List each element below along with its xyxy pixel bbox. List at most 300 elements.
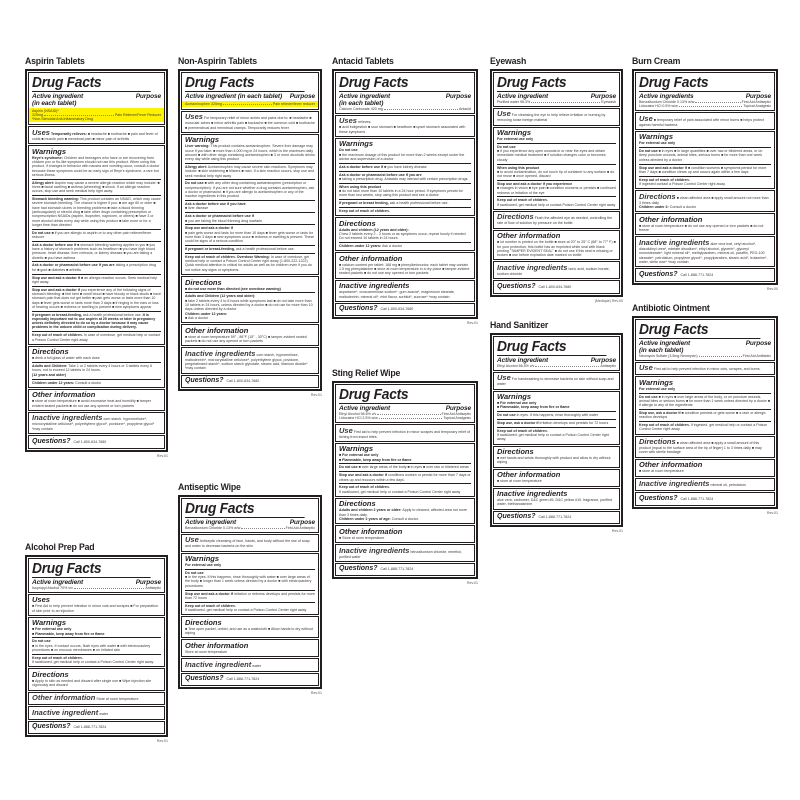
sec xyxy=(335,252,475,278)
t xyxy=(185,292,315,320)
sec xyxy=(181,658,319,672)
antibiotic-stop-h-text: Stop use, ask a doctor if xyxy=(639,410,681,415)
antiseptic-questions-text: Call 1-888-771-7824 xyxy=(226,677,260,682)
antacid-dir2-t-text: Ask a doctor xyxy=(381,244,402,249)
antibiotic-other-text: ■ store at room temperature xyxy=(639,469,684,474)
t xyxy=(185,253,315,272)
antacid-keep-h-text: Keep out of reach of children. xyxy=(339,208,390,213)
common-other-information-text: Other information xyxy=(32,390,96,400)
aspirin-other-text: ■ store at room temperature ■ avoid excessive heat and humidity ■ tamper evident sealed packets ■ do not use any opened or torn packets xyxy=(32,399,151,408)
t xyxy=(185,602,315,613)
common-drug-facts-text: Drug Facts xyxy=(497,339,606,356)
aspirin-dir2-b-text: (12 years and older) xyxy=(32,372,66,377)
row xyxy=(339,416,471,420)
sanitizer-questions-text: Call 1-888-771-7824 xyxy=(538,515,572,520)
nonaspirin-donot-h-text: Do not use xyxy=(185,181,204,186)
sec xyxy=(181,375,319,389)
nonaspirin-ask-t-text: ■ liver disease xyxy=(185,206,209,211)
t xyxy=(32,274,161,285)
sec xyxy=(635,492,775,506)
product-title: Aspirin Tablets xyxy=(25,56,85,67)
burn-keep-t-text: If ingested contact a Poison Control Center right away. xyxy=(639,181,726,186)
sting-title-text: Sting Relief Wipe xyxy=(332,368,401,379)
antacid-other-text: ■ calcium content per tablet: 168 mg ■ phenylketonurics: each tablet may contain 1.5 mg phenylalanine ■ store at room temperature in a dry place ■ tamper-evident sealed packets ■ do not use any opened or torn packets xyxy=(339,262,470,276)
sec xyxy=(28,692,165,706)
burn-stop-h-text: Stop use and ask a doctor if xyxy=(639,165,687,170)
t xyxy=(339,207,471,213)
antacid-ask-h-text: Ask a doctor before use if xyxy=(339,164,384,169)
t xyxy=(639,205,771,209)
nonaspirin-other-text: ■ store at room temperature 59° - 86°F (15° - 30°C) ■ tamper-evident sealed packets ■ do not use any opened or torn packets xyxy=(185,334,307,343)
sting-stop-t-text: conditions worsen or persist for more than 7 days or clears up and reoccurs within a few days. xyxy=(339,473,471,482)
antiseptic-donot-h-text: Do not use xyxy=(185,570,204,575)
label-non-aspirin-tablets xyxy=(178,56,322,397)
ai-head xyxy=(497,357,616,364)
common-questions-text: Questions? xyxy=(185,675,224,683)
common-directions-text: Directions xyxy=(639,191,676,201)
dots xyxy=(384,107,458,110)
nonaspirin-stop-h-text: Stop use and ask a doctor if xyxy=(185,226,233,231)
common-use-text: Use xyxy=(339,425,353,435)
t xyxy=(32,694,161,702)
common-directions-text: Directions xyxy=(32,347,69,357)
common-other-information-text: Other information xyxy=(32,693,96,703)
common-questions-text: Questions? xyxy=(339,565,378,573)
common-directions-text: Directions xyxy=(339,499,376,509)
common-directions-text: Directions xyxy=(339,218,376,228)
nonaspirin-rev-text: Rev.01 xyxy=(310,393,322,398)
common-drug-facts-text: Drug Facts xyxy=(639,75,760,92)
sec xyxy=(335,72,475,114)
sec xyxy=(335,217,475,251)
t xyxy=(32,637,161,652)
warnings-heading: Warnings xyxy=(32,146,67,156)
antacid-questions-text: Call 1-800-634-7680 xyxy=(380,307,414,312)
antacid-donot-h-text: Do not use xyxy=(339,148,358,153)
sec xyxy=(181,134,319,275)
nonaspirin-liver-h-text: Liver warning: xyxy=(185,144,210,149)
drug-facts-panel xyxy=(25,555,168,737)
sec xyxy=(635,190,775,212)
antacid-title-text: Antacid Tablets xyxy=(332,56,394,67)
sanitizer-keep-h-text: Keep out of reach of children. xyxy=(497,428,548,433)
drug-facts-panel xyxy=(25,69,168,452)
antibiotic-stop-t-text: ■ condition persists or gets worse ■ a rash or allergic reaction develops xyxy=(639,410,766,420)
sec xyxy=(635,362,775,376)
ai-head xyxy=(639,340,771,354)
aspirin-ask-h-text: Ask a doctor before use if xyxy=(32,242,77,247)
t xyxy=(185,212,315,223)
common-purpose-text: Purpose xyxy=(445,404,471,412)
nonaspirin-stop-t-text: ■ pain gets worse and lasts for more than 10 days ■ fever gets worse or lasts for more than 3 days ■ new symptoms occur ■ redness or swelling is present. These could be signs of a serious condition xyxy=(185,230,315,244)
sting-w1-text: ■ For external use only xyxy=(339,453,379,458)
t xyxy=(32,379,161,385)
t xyxy=(339,471,471,482)
burn-keep-h-text: Keep out of reach of children. xyxy=(639,177,690,182)
antacid-uses-text: ■ acid indigestion ■ sour stomach ■ heartburn ■ upset stomach associated with these symptoms xyxy=(339,125,466,134)
nonaspirin-keep-h-text: Keep out of reach of children. Overdose Warning: xyxy=(185,254,270,259)
common-warnings-text: Warnings xyxy=(185,554,220,564)
sec xyxy=(181,324,319,346)
t xyxy=(185,590,315,601)
dots xyxy=(531,100,600,103)
common-other-information-text: Other information xyxy=(639,214,703,224)
sec xyxy=(493,72,620,107)
aspirin-donot-t-text: ■ if you are allergic to aspirin or to any other pain reliever/fever reducer xyxy=(32,230,152,239)
row xyxy=(639,104,771,108)
t xyxy=(185,144,315,161)
aspirin-dir3-h-text: Children under 12 years: xyxy=(32,380,75,385)
eyewash-ingredient-text: Purified water 98.3% xyxy=(497,99,531,104)
sting-keep-t-text: If swallowed, get medical help or contact a Poison Control Center right away xyxy=(339,489,461,494)
burn-dir2-t-text: Consult a doctor xyxy=(669,205,696,210)
sec xyxy=(493,469,620,487)
sec xyxy=(635,131,775,189)
sanitizer-w2-text: ■ Flammable, keep away from fire or flame xyxy=(497,405,570,410)
sec xyxy=(635,436,775,458)
t xyxy=(497,164,616,179)
t xyxy=(639,387,771,391)
alcohol-ingredient-text: Isopropyl Alcohol 70% v/v xyxy=(32,585,73,590)
common-warnings-text: Warnings xyxy=(339,139,374,149)
antiseptic-title-text: Antiseptic Wipe xyxy=(178,482,241,493)
common-questions-text: Questions? xyxy=(32,723,71,731)
aspirin-askp-h-text: Ask a doctor or pharmacist before use if you are xyxy=(32,263,115,268)
common-inactive-ingredients-text: Inactive ingredients xyxy=(497,489,568,499)
facts xyxy=(332,69,478,319)
common-drug-facts-text: Drug Facts xyxy=(32,561,151,578)
antacid-dir2-h-text: Children under 12 years: xyxy=(339,244,382,249)
q-line xyxy=(32,438,161,446)
aspirin-inactive-text: corn starch, hypromellose*, microcrystalline cellulose*, polyethylene glycol*, povidone*, propylene glycol* *may contain xyxy=(32,417,155,431)
burn-use-text: ■ temporary relief of pain associated with minor burns ■ helps protect against harmful bacteria xyxy=(639,117,764,127)
common-drug-facts-text: Drug Facts xyxy=(185,75,305,92)
eyewash-stop-t-text: ■ changes in vision ■ eye pain ■ condition worsens or persists ■ continued redness or irritation of the eye xyxy=(497,186,616,195)
antacid-donot-t-text: ■ the maximum dosage of this product for more than 2 weeks except under the advice and supervision of a doctor xyxy=(339,152,465,161)
nonaspirin-preg-t-text: ask a health professional before use. xyxy=(235,247,295,252)
common-purpose-text: Purpose xyxy=(745,92,771,100)
burn-stop-t-text: ■ condition worsens ■ symptoms persist for more than 7 days ■ condition clears up and occurs again within a few days xyxy=(639,165,767,174)
common-drug-facts-text: Drug Facts xyxy=(185,501,305,518)
common-directions-text: Directions xyxy=(185,277,222,287)
sec xyxy=(493,108,620,126)
alcohol-donot-t-text: ■ in the eyes. If contact occurs, flush eyes with water ■ with electrocautery procedures ■ on mucous membranes ■ on irritated skin xyxy=(32,643,151,653)
antacid-uses-lead-text: relieves: xyxy=(357,120,372,125)
nonaspirin-dir1-text: ■ do not use more than directed (see overdose warning) xyxy=(185,286,281,291)
t xyxy=(32,286,161,309)
ingredient-purpose: Pain Reliever/Fever Reducer xyxy=(114,112,161,117)
active-ingredient-section xyxy=(28,72,165,125)
purpose-heading: Purpose xyxy=(135,92,161,100)
sting-other-text: ■ Store at room temperature xyxy=(339,535,385,540)
t xyxy=(639,438,771,455)
t xyxy=(32,654,161,665)
antiseptic-w1-text: For external use only xyxy=(185,563,222,568)
t xyxy=(639,164,771,175)
aspirin-preg-h-text: If pregnant or breast-feeding, xyxy=(32,312,82,317)
common-directions-text: Directions xyxy=(32,669,69,679)
burn-title-text: Burn Cream xyxy=(632,56,681,67)
common-drug-facts-text: Drug Facts xyxy=(497,75,606,92)
sting-ing2-purpose-text: Topical Analgesic xyxy=(443,415,471,420)
antiseptic-use-text: Antiseptic cleansing of face, hands, and body without the use of soap and water to decrease bacteria on the skin xyxy=(185,539,310,549)
sting-stop-h-text: Stop use and ask a doctor if xyxy=(339,473,387,478)
common-directions-text: Directions xyxy=(639,437,676,447)
t xyxy=(639,141,771,145)
common-other-information-text: Other information xyxy=(185,325,249,335)
label-burn-cream xyxy=(632,56,778,291)
sec xyxy=(493,280,620,294)
nonaspirin-dir3-h-text: Children under 12 years: xyxy=(185,311,228,316)
alcohol-ingredient-purpose-text: Antiseptic xyxy=(145,585,161,590)
t xyxy=(497,213,616,225)
row xyxy=(639,354,771,358)
t xyxy=(185,350,315,371)
aspirin-allergy-t-text: Aspirin may cause a severe allergic reaction which may include: ■ hives ■ facial swelling ■ asthma (wheezing) ■ shock. If an allergic reaction occurs, stop use and seek medical help right away. xyxy=(32,180,160,194)
eyewash-donot-h-text: Do not use xyxy=(497,144,516,149)
sec xyxy=(635,72,775,111)
sec xyxy=(493,488,620,510)
t xyxy=(32,261,161,272)
antiseptic-stop-h-text: Stop use and ask a doctor if xyxy=(185,591,233,596)
ai-head xyxy=(639,93,771,100)
eyewash-inactive-text: boric acid, sodium borate, sodium chloride xyxy=(497,266,610,276)
antibiotic-questions-text: Call 1-888-771-7824 xyxy=(680,496,714,501)
common-inactive-ingredient-text: Inactive ingredient xyxy=(32,707,99,717)
antiseptic-rev-text: Rev.01 xyxy=(310,691,322,696)
common-purpose-text: Purpose xyxy=(135,578,161,586)
sting-ing1-purpose-text: First Aid Antiseptic xyxy=(441,411,471,416)
t xyxy=(639,364,771,372)
element xyxy=(32,93,83,107)
burn-other-text: ■ store at room temperature ■ do not use any opened or torn packets ■ do not freeze xyxy=(639,223,764,233)
common-drug-facts-text: Drug Facts xyxy=(339,387,460,404)
t xyxy=(185,569,315,588)
antibiotic-use-text: First aid to help prevent infection in minor cuts, scrapes, and burns. xyxy=(653,367,761,372)
common-uses-text: Uses xyxy=(339,116,357,126)
t xyxy=(32,241,161,260)
nonaspirin-donot-t-text: ■ with any other drug containing acetaminophen (prescription or nonprescription). If you are not sure whether a drug contains acetaminophen, ask a doctor or pharmacist. ■ if you are allergic to acetaminophen or any of the inactive ingredients in this product xyxy=(185,181,315,199)
q-line xyxy=(32,723,161,731)
antiseptic-ingredient-purpose-text: First Aid Antiseptic xyxy=(285,525,315,530)
burn-donot-h-text: Do not use xyxy=(639,149,658,154)
aspirin-ingredient-line1-text: Aspirin (NSAID)* xyxy=(32,108,59,113)
common-purpose-text: Purpose xyxy=(289,92,315,100)
antacid-ai-sub-text: (in each tablet) xyxy=(339,99,384,107)
sec xyxy=(493,446,620,468)
aspirin-keep-t-text: In case of overdose, get medical help or contact a Poison Control Center right away. xyxy=(32,333,161,342)
sec xyxy=(181,616,319,638)
dots xyxy=(223,102,272,105)
common-other-information-text: Other information xyxy=(497,231,561,241)
antibiotic-ingredient-text: Neomycin Sulfate (3.5mg Neomycin) xyxy=(639,353,698,358)
antibiotic-ai-sub-text: (in each tablet) xyxy=(639,346,684,354)
sanitizer-donot-t-text: in eyes. If this happens, rinse thoroughly with water xyxy=(516,413,599,418)
t xyxy=(339,508,471,517)
sec xyxy=(493,391,620,445)
common-directions-text: Directions xyxy=(497,212,534,222)
sec xyxy=(493,372,620,390)
antiseptic-keep-t-text: If swallowed, get medical help or contact a Poison Control Center right away xyxy=(185,607,307,612)
sanitizer-ingredient-text: Ethyl Alcohol 66.5% v/v xyxy=(497,363,535,368)
antacid-inactive-text: aspartame*, croscarmellose sodium*, gum acacia*, magnesium stearate, maltodextrin, mineral oil*, mint flavor, sorbitol*, sucrose* *may contain xyxy=(339,290,455,299)
common-use-text: Use xyxy=(185,535,199,545)
dots xyxy=(74,586,144,589)
sec xyxy=(181,673,319,687)
common-active-ingredient-text: Active ingredient xyxy=(339,404,391,412)
alcohol-donot-h-text: Do not use xyxy=(32,639,51,644)
t xyxy=(32,331,161,342)
aspirin-preg-bold-text: It is especially important not to use aspirin at 20 weeks or later in pregnancy unless definitely directed to do so by a doctor because it may cause problems in the unborn child or complication during delivery. xyxy=(32,312,156,330)
antiseptic-donot-t-text: ■ in the eyes. If this happens, rinse thoroughly with water ■ over large areas of the body ■ longer than 1 week unless directed by a doctor ■ with electrocautery procedures xyxy=(185,575,312,588)
aspirin-allergy-h-text: Allergy alert: xyxy=(32,180,54,185)
q-line xyxy=(185,675,315,683)
facts xyxy=(632,316,778,509)
nonaspirin-dir2-t-text: ■ take 2 tablets every 4 to 6 hours while symptoms last ■ do not take more than 10 tablets in 24 hours, unless directed by a doctor ■ do not use for more than 10 days unless directed by a doctor xyxy=(185,298,313,312)
t xyxy=(32,311,161,330)
uses-section xyxy=(28,126,165,144)
alcohol-questions-text: Call 1-888-771-7824 xyxy=(73,725,107,730)
active-ingredient-heading: Active ingredient xyxy=(32,92,84,100)
nonaspirin-allergy-t-text: Acetaminophen may cause severe skin reactions. Symptoms may include: ■ skin reddening ■ blisters ■ rash. If a skin reaction occurs, stop use and seek medical help right away xyxy=(185,165,314,178)
sting-dir2-t-text: Consult a doctor. xyxy=(391,517,419,522)
aspirin-stomach-h-text: Stomach bleeding warning: xyxy=(32,197,79,202)
row xyxy=(185,102,315,106)
t xyxy=(185,179,315,198)
sanitizer-donot-h-text: Do not use xyxy=(497,413,516,418)
t xyxy=(339,183,471,198)
dots xyxy=(679,104,743,107)
aspirin-stop1-h-text: Stop use and ask a doctor if xyxy=(32,275,80,280)
t xyxy=(32,129,161,141)
antacid-ask-t-text: ■ you have kidney disease xyxy=(384,164,427,169)
nonaspirin-ingredient-text: Acetaminophen 325mg xyxy=(185,101,222,106)
sec xyxy=(493,211,620,229)
t xyxy=(32,414,161,431)
eyewash-when-t-text: ■ to avoid contamination, do not touch tip of container to any surface ■ do not reuse ■ once opened, discard xyxy=(497,169,615,179)
facts xyxy=(632,69,778,285)
common-purpose-text: Purpose xyxy=(745,339,771,347)
antiseptic-other-text: Store at room temperature xyxy=(185,649,228,654)
burn-ing2-text: Lidocaine HCl 0.5% w/w xyxy=(639,103,678,108)
common-directions-text: Directions xyxy=(185,617,222,627)
sec xyxy=(181,553,319,616)
t xyxy=(339,547,471,559)
common-purpose-text: Purpose xyxy=(590,92,616,100)
eyewash-other-text: ■ lot number is printed on the bottle ■ store at 20° to 25° C (68° to 77° F) ■ for your protection, this bottle has an imprinted white seal with black printing "TAMPER EVIDENT SEAL" ■ do not use if this seal is missing or broken ■ use before expiration date marked on bottle xyxy=(497,240,616,258)
common-active-ingredients-text: Active ingredients xyxy=(639,92,694,100)
sanitizer-inactive-text: aloe vera, carbomer, D&C green #5, D&C yellow #10, fragrance, purified water, triethanolamine xyxy=(497,498,613,507)
burn-ing1-purpose-text: First Aid Antiseptic xyxy=(741,99,771,104)
common-uses-text: Uses xyxy=(32,127,50,137)
nonaspirin-askp-h-text: Ask a doctor or pharmacist before use if xyxy=(185,214,254,219)
nonaspirin-allergy-h-text: Allergy alert: xyxy=(185,165,207,170)
common-drug-facts-text: Drug Facts xyxy=(339,75,460,92)
sec xyxy=(335,443,475,497)
antibiotic-title-text: Antibiotic Ointment xyxy=(632,303,710,314)
t xyxy=(497,180,616,195)
ai-head xyxy=(497,93,616,100)
sanitizer-stop-h-text: Stop use, ask a doctor if xyxy=(497,420,539,425)
t xyxy=(639,115,771,127)
q-line xyxy=(639,495,771,503)
questions-section xyxy=(28,435,165,449)
facts xyxy=(178,495,322,689)
dots xyxy=(44,113,114,116)
common-inactive-ingredients-text: Inactive ingredients xyxy=(32,413,103,423)
sec xyxy=(635,236,775,267)
t xyxy=(639,409,771,420)
t xyxy=(639,393,771,408)
burn-ing1-text: Benzalkonium Chloride 0.13% w/w xyxy=(639,99,695,104)
aspirin-reye-t-text: Children and teenagers who have or are recovering from chicken pox or flu-like symptoms should not use this product. When using this product, if changes in behavior with nausea and vomiting occur, consult a doctor because these symptoms could be an early sign of Reye's syndrome, a rare but serious illness. xyxy=(32,155,160,177)
common-other-information-text: Other information xyxy=(339,253,403,263)
sanitizer-keep-t-text: If swallowed, get medical help or contact a Poison Control Center right away. xyxy=(497,433,609,442)
row xyxy=(497,100,616,104)
common-active-ingredient-text: Active ingredient xyxy=(339,92,391,100)
t xyxy=(339,463,471,469)
t xyxy=(185,287,315,291)
sting-keep-h-text: Keep out of reach of children. xyxy=(339,485,390,490)
common-questions-text: Questions? xyxy=(639,270,678,278)
aspirin-preg-t-text: ask a health professional before use. xyxy=(82,312,142,317)
antibiotic-donot-t-text: ■ in eyes ■ over large areas of the body, or on puncture wounds, animal bites or serious burns ■ for more than 1 week unless directed by a doctor ■ if allergic to any of the ingredients xyxy=(639,394,770,408)
common-other-information-text: Other information xyxy=(639,460,703,470)
common-other-information-text: Other information xyxy=(497,470,561,480)
alcohol-uses-text: ■ First Aid to help prevent infection in minor cuts and scrapes ■ For preparation of skin prior to an injection xyxy=(32,604,158,613)
t xyxy=(339,171,471,182)
sec xyxy=(335,424,475,442)
aspirin-stop2-t-text: you experience any of the following signs of stomach bleeding: ■ feel faint ■ vomit blood ■ have bloody or black stools ■ have stomach pain that does not get better ■ pain gets worse or lasts more than 10 days ■ fever gets worse or lasts more than 3 days ■ if ringing in the ears or loss of hearing occurs ■ redness or swelling is present ■ new symptoms appear xyxy=(32,287,161,309)
common-purpose-text: Purpose xyxy=(289,518,315,526)
sec xyxy=(181,639,319,657)
sting-dir1-t-text: Apply to cleaned, affected area not more than 3 times daily. xyxy=(339,508,467,517)
t xyxy=(497,143,616,162)
q-line xyxy=(339,305,471,313)
sec xyxy=(335,563,475,577)
t xyxy=(32,362,161,377)
t xyxy=(32,179,161,194)
antiseptic-inactive-text: water xyxy=(252,663,262,668)
t xyxy=(339,117,471,125)
t xyxy=(32,156,161,177)
burn-donot-t-text: ■ in eyes ■ in large quantities ■ over raw or blistered areas, or on deep puncture wounds, animal bites, serious burns ■ for more than one week unless directed by a doctor xyxy=(639,149,763,162)
burn-w1-text: For external use only xyxy=(639,141,676,146)
sting-w2-text: ■ Flammable, keep away from fire or flame xyxy=(339,457,412,462)
sec xyxy=(635,459,775,477)
common-warnings-text: Warnings xyxy=(639,377,674,387)
dots xyxy=(699,354,742,357)
sting-use-text: First aid to help prevent infection in minor scrapes and temporary relief of itching from insect bites. xyxy=(339,429,471,439)
common-warnings-text: Warnings xyxy=(185,135,220,145)
row xyxy=(32,586,161,590)
t xyxy=(339,148,471,161)
t xyxy=(32,632,161,636)
aspirin-stomach-t-text: This product contains an NSAID, which may cause severe stomach bleeding. The chance is higher if you: ■ are age 60 or older ■ have had stomach ulcers or bleeding problems ■ take a blood thinning (anticoagulant) or steroid drug ■ take other drugs containing prescription or nonprescription NSAIDs (aspirin, ibuprofen, naproxen, or others) ■ have 3 or more alcohol drinks every day while using this product ■ take more or for a longer time than directed xyxy=(32,197,161,227)
sec xyxy=(635,478,775,492)
sanitizer-use-text: For handwashing to decrease bacteria on skin without soap and water xyxy=(497,377,614,387)
aspirin-stop1-t-text: ■ an allergic reaction occurs. Seek medical help right away. xyxy=(32,275,158,284)
sec xyxy=(181,276,319,323)
eyewash-keep-t-text: If swallowed, get medical help or contact Poison Control Center right away xyxy=(497,202,616,207)
burn-questions-text: Call 1-888-771-7824 xyxy=(680,272,714,277)
sec xyxy=(181,498,319,533)
aspirin-ask-t-text: ■ stomach bleeding warning applies to you ■ you have a history of stomach problems such as heartburn ■ you have high blood pressure, heart disease, liver cirrhosis, or kidney disease ■ you are taking a diuretic ■ you have asthma xyxy=(32,242,156,260)
nonaspirin-ai-head-text: Active ingredient (in each tablet) xyxy=(185,92,283,100)
antibiotic-w1-text: For external use only xyxy=(639,386,676,391)
antacid-when-t-text: ■ do not take more than 10 tablets in a 24 hour period. If symptoms persist for more than two weeks, stop using this product and see a doctor. xyxy=(339,188,463,198)
row xyxy=(185,526,315,530)
